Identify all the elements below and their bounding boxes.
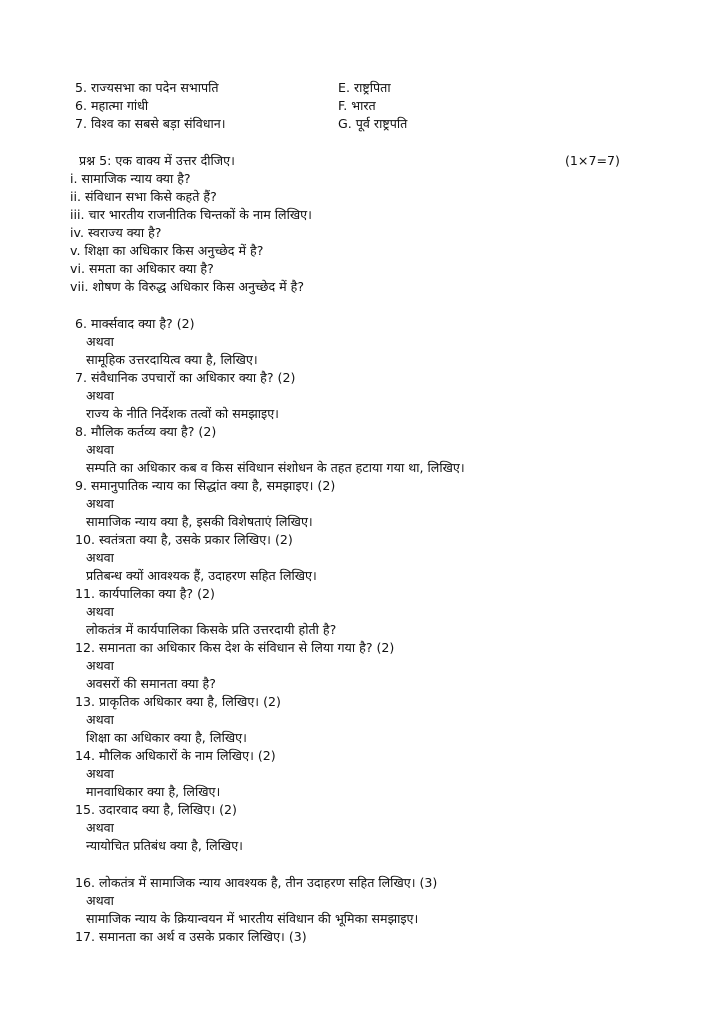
alternative-question: प्रतिबन्ध क्यों आवश्यक हैं, उदाहरण सहित लिखिए। <box>86 568 317 583</box>
alternative-question: सामाजिक न्याय क्या है, इसकी विशेषताएं लिखिए। <box>86 514 313 529</box>
alternative-question: सम्पति का अधिकार कब व किस संविधान संशोधन के तहत हटाया गया था, लिखिए। <box>86 460 465 475</box>
or-label: अथवा <box>86 550 114 565</box>
question-9: 9. समानुपातिक न्याय का सिद्धांत क्या है, समझाइए। (2) <box>75 478 336 493</box>
question5-marks: (1×7=7) <box>565 153 620 168</box>
alternative-question: लोकतंत्र में कार्यपालिका किसके प्रति उत्तरदायी होती है? <box>86 622 337 637</box>
question-15: 15. उदारवाद क्या है, लिखिए। (2) <box>75 802 237 817</box>
match-left: 7. विश्व का सबसे बड़ा संविधान। <box>75 116 226 131</box>
question-14: 14. मौलिक अधिकारों के नाम लिखिए। (2) <box>75 748 276 763</box>
alternative-question: मानवाधिकार क्या है, लिखिए। <box>86 784 221 799</box>
match-right: E. राष्ट्रपिता <box>338 80 391 95</box>
question5-item: iii. चार भारतीय राजनीतिक चिन्तकों के नाम लिखिए। <box>70 207 312 222</box>
or-label: अथवा <box>86 604 114 619</box>
or-label: अथवा <box>86 334 114 349</box>
question-13: 13. प्राकृतिक अधिकार क्या है, लिखिए। (2) <box>75 694 281 709</box>
alternative-question: न्यायोचित प्रतिबंध क्या है, लिखिए। <box>86 838 243 853</box>
alternative-question: शिक्षा का अधिकार क्या है, लिखिए। <box>86 730 247 745</box>
question-8: 8. मौलिक कर्तव्य क्या है? (2) <box>75 424 217 439</box>
question-7: 7. संवैधानिक उपचारों का अधिकार क्या है? (2) <box>75 370 296 385</box>
alternative-question: राज्य के नीति निर्देशक तत्वों को समझाइए। <box>86 406 279 421</box>
alternative-question: सामूहिक उत्तरदायित्व क्या है, लिखिए। <box>86 352 258 367</box>
question5-item: vii. शोषण के विरुद्ध अधिकार किस अनुच्छेद में है? <box>70 279 305 294</box>
or-label: अथवा <box>86 496 114 511</box>
or-label: अथवा <box>86 712 114 727</box>
question5-item: v. शिक्षा का अधिकार किस अनुच्छेद में है? <box>70 243 264 258</box>
match-row <box>75 115 635 133</box>
match-left: 6. महात्मा गांधी <box>75 98 149 113</box>
question5-item: vi. समता का अधिकार क्या है? <box>70 261 214 276</box>
question-17: 17. समानता का अर्थ व उसके प्रकार लिखिए। (3) <box>75 929 307 944</box>
question5-heading: प्रश्न 5: एक वाक्य में उत्तर दीजिए। <box>79 153 235 168</box>
question-12: 12. समानता का अधिकार किस देश के संविधान से लिया गया है? (2) <box>75 640 395 655</box>
question5-item: iv. स्वराज्य क्या है? <box>70 225 162 240</box>
or-label: अथवा <box>86 442 114 457</box>
question-6: 6. मार्क्सवाद क्या है? (2) <box>75 316 195 331</box>
question5-item: i. सामाजिक न्याय क्या है? <box>70 171 191 186</box>
question-16: 16. लोकतंत्र में सामाजिक न्याय आवश्यक है, तीन उदाहरण सहित लिखिए। (3) <box>75 875 438 890</box>
question5-item: ii. संविधान सभा किसे कहते हैं? <box>70 189 217 204</box>
question-11: 11. कार्यपालिका क्या है? (2) <box>75 586 215 601</box>
or-label: अथवा <box>86 766 114 781</box>
alternative-question: अवसरों की समानता क्या है? <box>86 676 216 691</box>
or-label: अथवा <box>86 388 114 403</box>
match-row <box>75 79 635 97</box>
match-right: F. भारत <box>338 98 376 113</box>
match-row <box>75 97 635 115</box>
or-label: अथवा <box>86 658 114 673</box>
or-label: अथवा <box>86 893 114 908</box>
alternative-question: सामाजिक न्याय के क्रियान्वयन में भारतीय संविधान की भूमिका समझाइए। <box>86 911 419 926</box>
or-label: अथवा <box>86 820 114 835</box>
match-left: 5. राज्यसभा का पदेन सभापति <box>75 80 219 95</box>
match-right: G. पूर्व राष्ट्रपति <box>338 116 408 131</box>
question-10: 10. स्वतंत्रता क्या है, उसके प्रकार लिखिए। (2) <box>75 532 293 547</box>
